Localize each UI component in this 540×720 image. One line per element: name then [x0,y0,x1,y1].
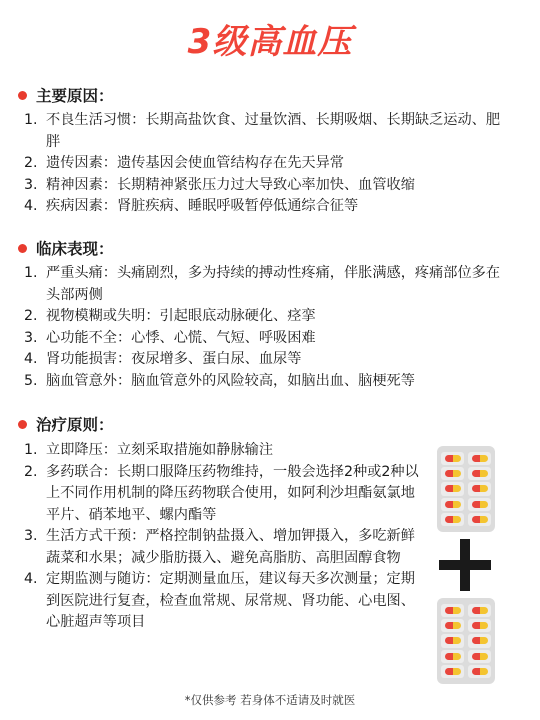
list-number: 4. [24,198,38,214]
list-item [24,440,422,462]
list-item [24,569,422,634]
list-number: 3. [24,176,38,193]
list-number: 4. [24,571,38,587]
list-item [24,371,502,393]
list-item [24,153,502,175]
list-text: 不良生活习惯：长期高盐饮食、过量饮酒、长期吸烟、长期缺乏运动、肥胖 [46,112,501,150]
list-item [24,462,422,527]
list-number: 2. [24,463,38,480]
list-text: 立即降压：立刻采取措施如静脉输注 [46,442,274,458]
list-text: 心功能不全：心悸、心慌、气短、呼吸困难 [46,329,316,346]
list-text: 脑血管意外：脑血管意外的风险较高，如脑出血、脑梗死等 [46,372,415,389]
list-text: 生活方式干预：严格控制钠盐摄入、增加钾摄入，多吃新鲜蔬菜和水果；减少脂肪摄入、避免高脂肪、高胆固醇食物 [46,528,415,566]
section-heading-label: 临床表现： [36,240,114,258]
list-number: 1. [24,442,38,458]
list-number: 2. [24,308,38,324]
section-heading-treatment [18,413,114,435]
page-title: 3级高血压 [187,22,353,62]
footnote: *仅供参考 若身体不适请及时就医 [184,693,356,707]
list-item [24,110,502,153]
list-item [24,328,502,350]
causes-list [24,110,502,218]
list-number: 1. [24,112,38,128]
bullet-dot-icon [18,91,27,100]
list-item [24,196,502,218]
list-text: 遗传因素：遗传基因会使血管结构存在先天异常 [46,155,344,171]
list-item [24,263,502,306]
treatment-list [24,440,422,634]
bullet-dot-icon [18,420,27,429]
list-text: 精神因素：长期精神紧张压力过大导致心率加快、血管收缩 [46,176,415,193]
list-item [24,526,422,569]
list-item [24,349,502,371]
list-number: 3. [24,528,38,544]
symptoms-list [24,263,502,392]
section-heading-label: 治疗原则： [36,416,114,434]
list-text: 视物模糊或失明：引起眼底动脉硬化、痉挛 [46,308,316,324]
list-number: 5. [24,372,38,389]
section-heading-causes [18,84,114,106]
list-item [24,306,502,328]
list-text: 定期监测与随访：定期测量血压，建议每天多次测量；定期到医院进行复查，检查血常规、尿常规、肾功能、心电图、心脏超声等项目 [46,571,415,630]
list-number: 4. [24,351,38,367]
list-number: 3. [24,329,38,346]
plus-icon [439,539,491,591]
list-text: 多药联合：长期口服降压药物维持，一般会选择2种或2种以上不同作用机制的降压药物联合使用，如阿利沙坦酯氨氯地平片、硝苯地平、螺内酯等 [46,463,419,523]
pill-blister-pack-icon [437,446,495,532]
list-number: 2. [24,155,38,171]
pill-blister-pack-icon [437,598,495,684]
bullet-dot-icon [18,244,27,253]
list-text: 疾病因素：肾脏疾病、睡眠呼吸暂停低通综合征等 [46,198,359,214]
list-number: 1. [24,265,38,281]
list-item [24,175,502,197]
list-text: 严重头痛：头痛剧烈，多为持续的搏动性疼痛，伴胀满感，疼痛部位多在头部两侧 [46,265,501,303]
list-text: 肾功能损害：夜尿增多、蛋白尿、血尿等 [46,351,302,367]
section-heading-label: 主要原因： [36,87,114,105]
section-heading-symptoms [18,237,114,259]
